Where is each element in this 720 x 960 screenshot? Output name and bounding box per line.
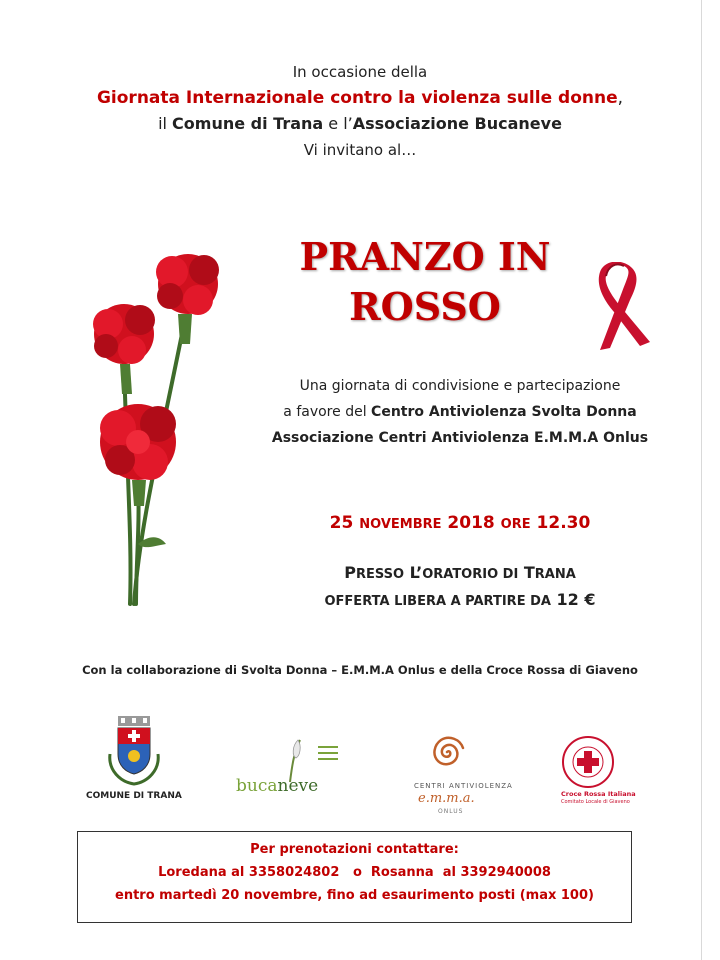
flower-bottom [100, 404, 176, 480]
booking-contacts: Loredana al 3358024802 o Rosanna al 3392940008 [158, 865, 551, 880]
bucaneve-wordmark [236, 776, 318, 796]
bucaneve-part1: buca [236, 776, 278, 796]
intro-text-1: In occasione della [292, 63, 428, 81]
intro-line-3 [0, 112, 720, 136]
red-cross-emblem-icon [559, 735, 617, 789]
venue-p4: ORATORIO DI [422, 567, 519, 582]
description-line-1 [250, 374, 670, 398]
comune-name: Comune di Trana [172, 114, 324, 133]
cri-caption-2: Comitato Locale di Giaveno [561, 799, 630, 805]
event-offer [250, 590, 670, 609]
intro-comma: , [617, 88, 624, 108]
date-ore: ORE [500, 517, 531, 532]
emma-top-text: CENTRI ANTIVIOLENZA [414, 782, 513, 790]
venue-p1: P [344, 563, 356, 582]
beneficiary-association: Associazione Centri Antiviolenza E.M.M.A Onlus [271, 430, 649, 446]
bucaneve-part2: neve [277, 776, 319, 796]
description-line-3 [250, 426, 670, 450]
emma-onlus-text: ONLUS [438, 808, 464, 815]
collaboration-note: Con la collaborazione di Svolta Donna – E.M.M.A Onlus e della Croce Rossa di Giaveno [82, 663, 638, 677]
page-title [280, 232, 570, 332]
carnations-image [80, 244, 250, 616]
flower-left [93, 304, 155, 364]
intro-line-2 [0, 86, 720, 110]
cri-caption-1: Croce Rossa Italiana [561, 790, 636, 798]
venue-p3: L’ [404, 563, 423, 582]
trana-coat-of-arms-icon [104, 714, 164, 790]
trana-caption: COMUNE DI TRANA [86, 791, 182, 801]
description-text-2a: a favore del [283, 404, 372, 420]
venue-p6: RANA [534, 567, 576, 582]
date-day: 25 [329, 513, 360, 533]
date-year: 2018 [441, 513, 501, 533]
intro-invite: Vi invitano al… [303, 141, 417, 159]
event-venue [250, 563, 670, 582]
intro-text-il: il [158, 114, 173, 133]
title-line-2: ROSSO [349, 284, 501, 329]
intro-line-4 [0, 138, 720, 162]
booking-heading: Per prenotazioni contattare: [250, 842, 459, 857]
intro-text-e: e l’ [323, 114, 353, 133]
flower-top [156, 254, 219, 315]
booking-box [77, 831, 632, 923]
title-line-1: PRANZO IN [299, 234, 551, 279]
beneficiary-center: Centro Antiviolenza Svolta Donna [371, 404, 637, 420]
emma-spiral-icon [425, 730, 469, 774]
offer-text: OFFERTA LIBERA A PARTIRE DA [324, 594, 551, 609]
association-name: Associazione Bucaneve [352, 114, 562, 133]
event-date [250, 513, 670, 533]
booking-deadline: entro martedì 20 novembre, fino ad esaurimento posti (max 100) [115, 888, 594, 903]
red-ribbon-icon [578, 262, 656, 352]
venue-p2: RESSO [355, 567, 405, 582]
description-text-1: Una giornata di condivisione e partecipazione [299, 378, 621, 394]
date-month: NOVEMBRE [359, 517, 442, 532]
offer-price: 12 € [550, 590, 596, 609]
date-time: 12.30 [530, 513, 591, 533]
description-line-2 [250, 400, 670, 424]
venue-p5: T [518, 563, 535, 582]
emma-wordmark: e.m.m.a. [418, 791, 475, 806]
intro-line-1 [0, 60, 720, 84]
event-day-name: Giornata Internazionale contro la violenza sulle donne [96, 88, 618, 108]
